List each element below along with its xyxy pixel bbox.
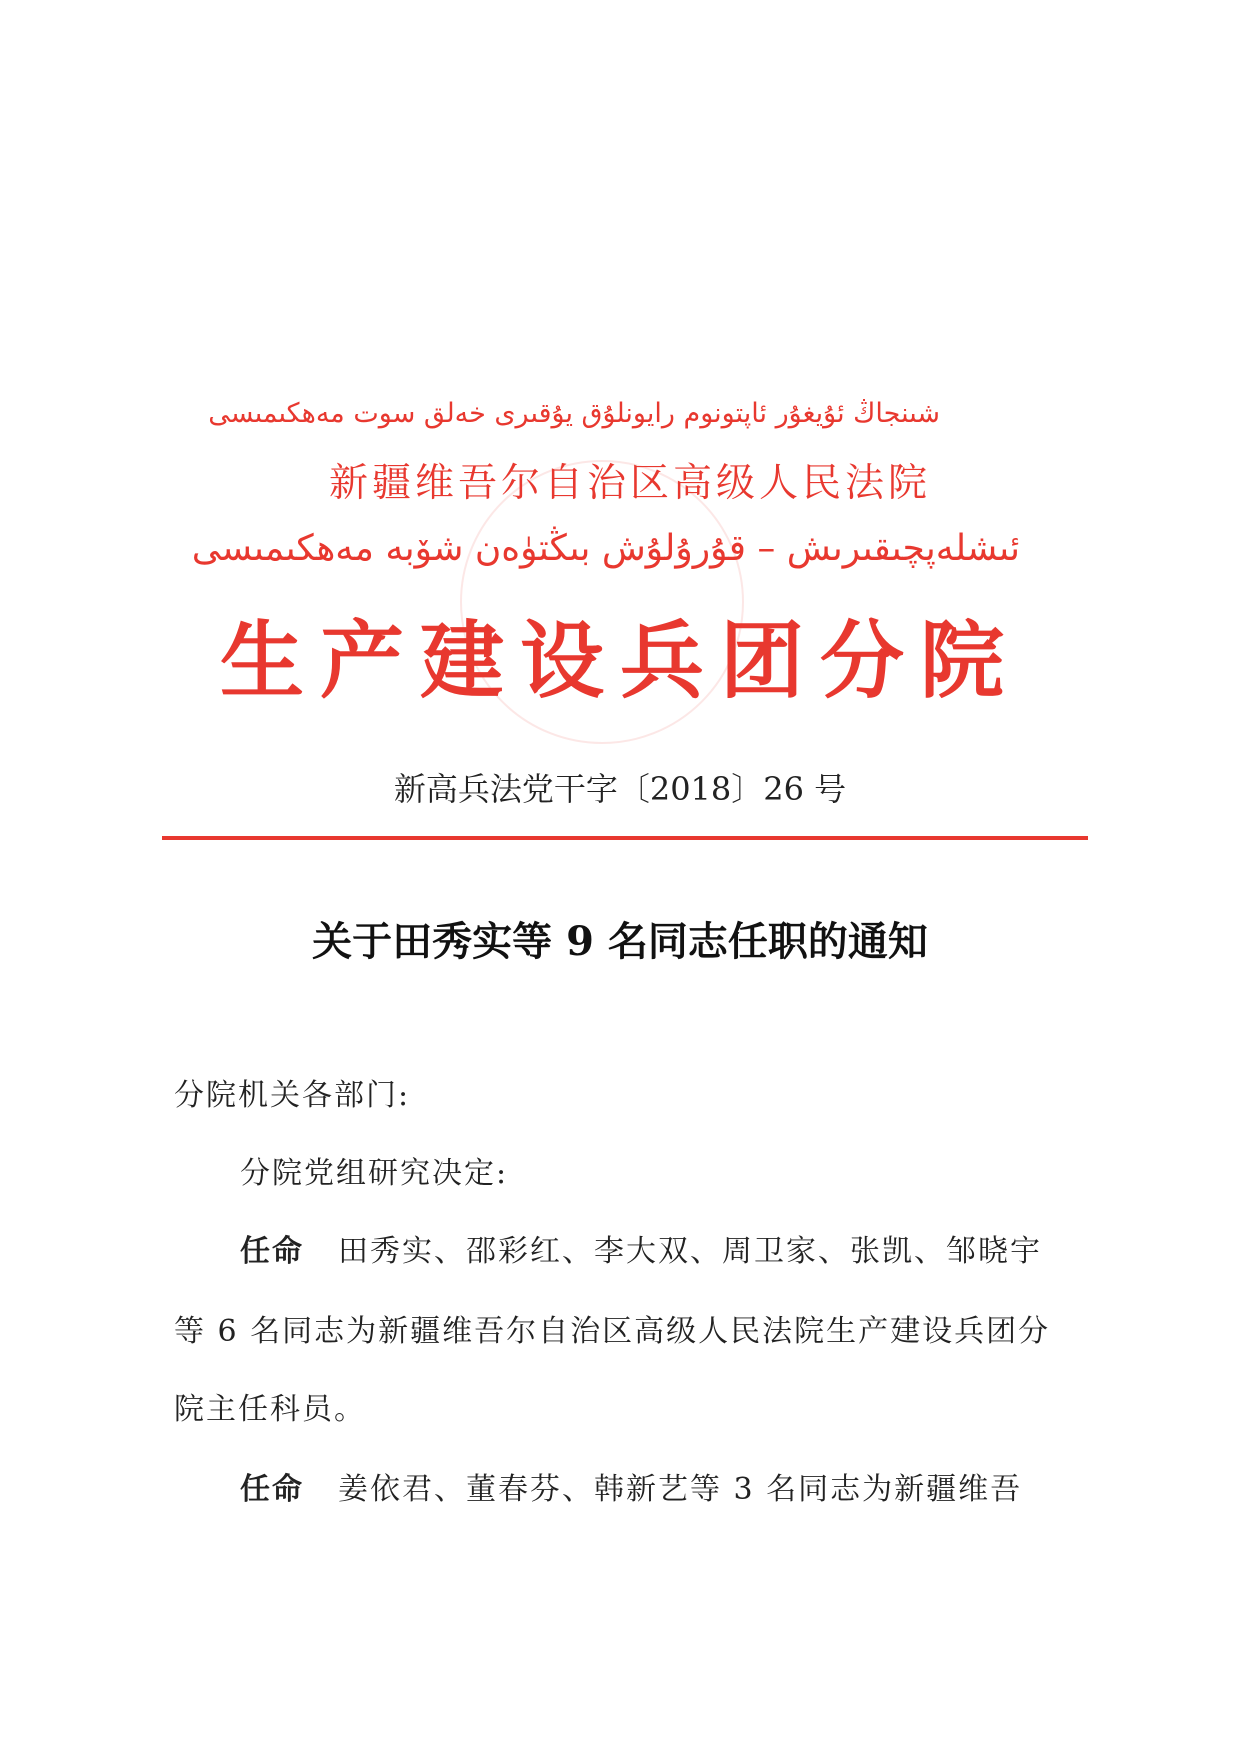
appointment-1-names: 田秀实、邵彩红、李大双、周卫家、张凯、邹晓宇 xyxy=(338,1234,1042,1269)
chinese-branch-name: 生产建设兵团分院 xyxy=(219,611,1020,710)
uyghur-branch-name: ئىشلەپچىقىرىش – قۇرۇلۇش بىڭتۈەن شۆبە مەھكىمىسى xyxy=(191,528,1020,569)
red-divider xyxy=(162,836,1088,840)
appointment-2-names: 姜依君、董春芬、韩新艺等 3 名同志为新疆维吾 xyxy=(338,1472,1023,1507)
appointment-2-line-1 xyxy=(240,1464,1022,1508)
chinese-court-name: 新疆维吾尔自治区高级人民法院 xyxy=(328,461,931,506)
appointment-2-label: 任命 xyxy=(240,1472,304,1507)
appointment-1-line-1 xyxy=(240,1226,1042,1270)
uyghur-court-name: شىنجاڭ ئۇيغۇر ئاپتونوم رايونلۇق يۇقىرى خەلق سوت مەھكىمىسى xyxy=(208,398,940,429)
appointment-1-label: 任命 xyxy=(240,1234,304,1269)
appointment-1-line-2: 等 6 名同志为新疆维吾尔自治区高级人民法院生产建设兵团分 xyxy=(174,1314,1051,1349)
appointment-1-line-3: 院主任科员。 xyxy=(174,1392,366,1427)
document-number: 新高兵法党干字〔2018〕26 号 xyxy=(393,770,847,808)
document-title: 关于田秀实等 9 名同志任职的通知 xyxy=(312,918,928,965)
salutation: 分院机关各部门: xyxy=(174,1078,411,1113)
intro-paragraph: 分院党组研究决定: xyxy=(240,1156,509,1191)
